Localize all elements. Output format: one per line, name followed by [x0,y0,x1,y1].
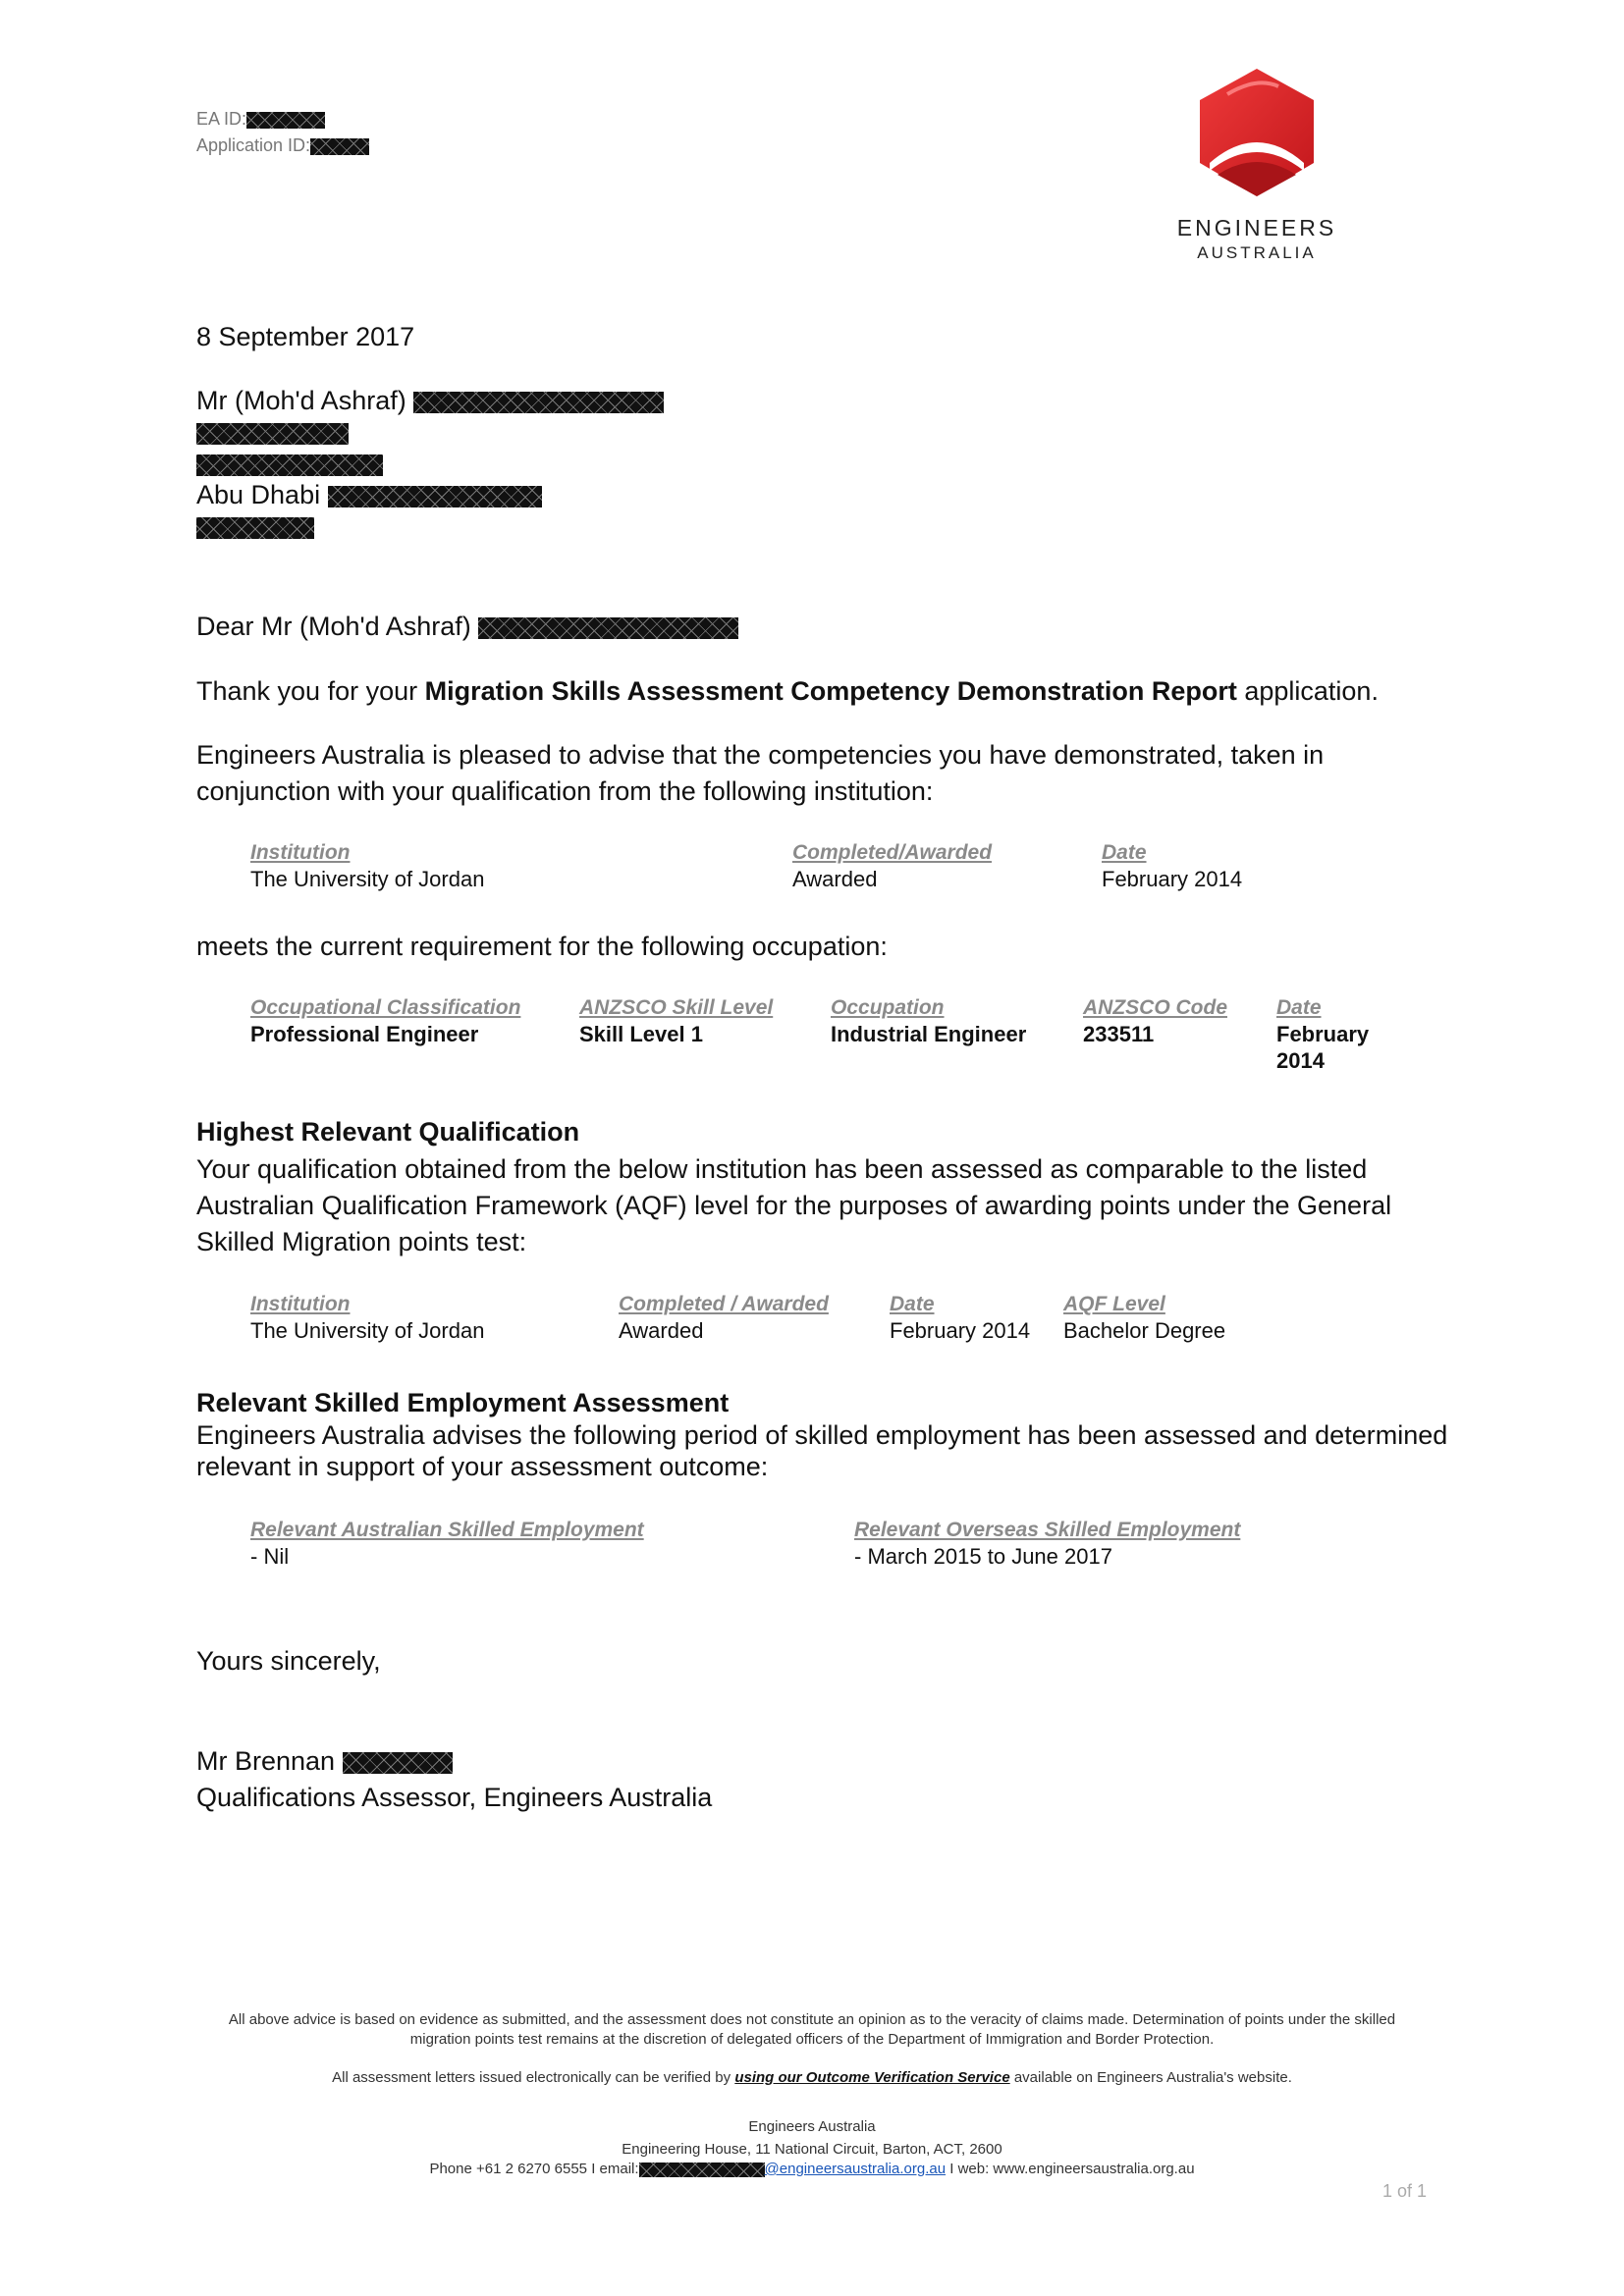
ea-id [196,106,369,133]
address-line-name [196,383,664,414]
qual-header-date: Date [1102,841,1147,864]
application-id-label: Application ID: [196,135,311,155]
occ-header-date: Date [1276,996,1322,1019]
recipient-name: Mr (Moh'd Ashraf) [196,386,406,415]
section-title-employment: Relevant Skilled Employment Assessment [196,1388,730,1417]
hrq-header-completed: Completed / Awarded [619,1293,829,1315]
recipient-address [196,383,664,540]
hrq-header-date: Date [890,1293,935,1315]
signer-name: Mr Brennan [196,1746,336,1776]
signer-title: Qualifications Assessor, Engineers Australia [196,1783,713,1812]
verify-prefix: All assessment letters issued electronically can be verified by [332,2069,731,2086]
application-id [196,133,369,159]
qual-institution: The University of Jordan [250,867,485,891]
hrq-date: February 2014 [890,1318,1031,1343]
email-link[interactable]: @engineersaustralia.org.au [764,2161,947,2177]
qual-header-completed: Completed/Awarded [792,841,993,864]
redacted-surname [413,392,664,413]
thanks-suffix: application. [1244,676,1379,706]
occ-skill-level: Skill Level 1 [579,1022,703,1046]
hexagon-logo-icon [1188,65,1326,204]
hrq-completed: Awarded [619,1318,704,1343]
application-type: Migration Skills Assessment Competency Demonstration Report [424,676,1237,706]
recipient-city: Abu Dhabi [196,480,321,509]
occ-header-occupation: Occupation [831,996,945,1019]
redacted-address-line [196,423,349,445]
address-line-5 [196,508,664,540]
footer-phone-email: Phone +61 2 6270 6555 I email: [429,2161,639,2177]
occ-anzsco-code: 233511 [1083,1022,1155,1046]
address-line-city [196,477,664,508]
occ-header-classification: Occupational Classification [250,996,521,1019]
footer-disclaimer: All above advice is based on evidence as submitted, and the assessment does not constitute an opinion as to the veracity of claims made. Determination of points under the skilled migration points test remains at the discretion of delegated officers of the Department of Immigration and Border Protection. [228,2011,1396,2048]
thanks-paragraph [196,673,1379,710]
engineers-australia-logo [1164,65,1350,263]
redacted-address-line [328,486,542,507]
redacted-signer-surname [343,1752,453,1774]
redacted-application-id [310,138,369,155]
signer-name-line [196,1743,712,1780]
occ-header-skill-level: ANZSCO Skill Level [579,996,774,1019]
reference-ids [196,106,369,159]
redacted-ea-id [246,112,325,129]
hrq-aqf-level: Bachelor Degree [1063,1318,1226,1343]
footer-web: I web: www.engineersaustralia.org.au [949,2161,1195,2177]
ea-id-label: EA ID: [196,109,247,129]
occ-header-anzsco-code: ANZSCO Code [1083,996,1227,1019]
advise-paragraph: Engineers Australia is pleased to advise that the competencies you have demonstrated, taken in conjunction with your qualification from the following institution: [196,740,1325,806]
footer-contact [196,2160,1428,2179]
redacted-address-line [196,517,314,539]
signature-block [196,1743,712,1816]
footer-org-address: Engineering House, 11 National Circuit, Barton, ACT, 2600 [622,2141,1002,2158]
qual-date: February 2014 [1102,867,1243,891]
address-line-2 [196,414,664,446]
employment-paragraph: Engineers Australia advises the following period of skilled employment has been assessed and determined relevant in support of your assessment outcome: [196,1420,1448,1481]
thanks-prefix: Thank you for your [196,676,418,706]
hrq-header-aqf-level: AQF Level [1063,1293,1165,1315]
verify-suffix: available on Engineers Australia's website. [1013,2069,1292,2086]
occ-classification: Professional Engineer [250,1022,479,1046]
qual-completed: Awarded [792,867,878,891]
emp-header-australian: Relevant Australian Skilled Employment [250,1519,644,1541]
occ-occupation: Industrial Engineer [831,1022,1027,1046]
section-title-highest-qualification: Highest Relevant Qualification [196,1117,580,1147]
closing: Yours sincerely, [196,1646,381,1676]
highest-qualification-paragraph: Your qualification obtained from the below institution has been assessed as comparable to the listed Australian Qualification Framework (AQF) level for the purposes of awarding points under the General Skilled Migration points test: [196,1154,1392,1256]
salutation-text: Dear Mr (Moh'd Ashraf) [196,612,471,641]
occ-date: February 2014 [1276,1022,1370,1073]
redacted-address-line [196,454,383,476]
salutation [196,609,738,645]
meets-text: meets the current requirement for the following occupation: [196,932,888,961]
footer-org-name: Engineers Australia [748,2118,876,2135]
emp-australian: - Nil [250,1544,290,1569]
hrq-header-institution: Institution [250,1293,351,1315]
letter-date: 8 September 2017 [196,322,415,351]
emp-header-overseas: Relevant Overseas Skilled Employment [854,1519,1241,1541]
address-line-3 [196,446,664,477]
qual-header-institution: Institution [250,841,351,864]
outcome-verification-link[interactable]: using our Outcome Verification Service [734,2069,1010,2086]
logo-line-2: AUSTRALIA [1197,243,1317,262]
emp-overseas: - March 2015 to June 2017 [854,1544,1112,1569]
footer-verify [196,2068,1428,2088]
page-number: 1 of 1 [1382,2181,1428,2201]
redacted-surname [478,617,738,639]
redacted-email-user [639,2163,765,2177]
hrq-institution: The University of Jordan [250,1318,485,1343]
logo-line-1: ENGINEERS [1176,215,1337,240]
